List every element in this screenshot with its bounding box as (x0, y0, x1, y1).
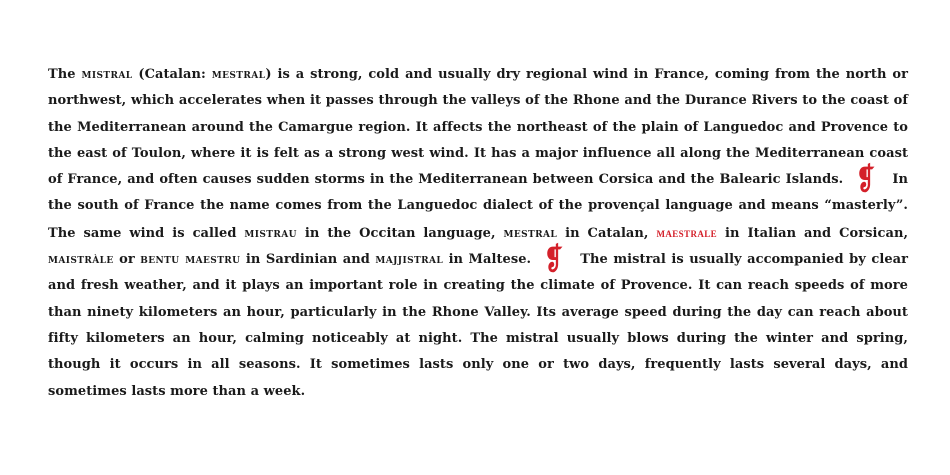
text-run: in Maltese. (443, 252, 532, 268)
smallcaps-term: mistrau (244, 225, 297, 241)
smallcaps-term: bentu maestru (140, 252, 241, 268)
smallcaps-term: maistràle (48, 252, 114, 268)
text-run: The (48, 67, 82, 82)
text-run: ) is a strong, cold and usually dry regional wind in France, coming from the north or northwest, which accelerates when it passes through the valleys of the Rhone and the Durance Rivers to the coast of the Mediterranean around the Camargue region. It affects the northeast of the plain of Languedoc and Provence to the east of Toulon, where it is felt as a strong west wind. It has a major influence all along the Mediterranean coast of France, and often causes sudden storms in the Mediterranean between Corsica and the Balearic Islands. (48, 67, 908, 188)
text-run: in Catalan, (557, 225, 657, 241)
paragraph-1 (48, 67, 908, 197)
text-run: or (113, 252, 141, 268)
text-run: The mistral is usually accompanied by clear and fresh weather, and it plays an important role in creating the climate of Provence. It can reach speeds of more than ninety kilometers an hour, particularly in the Rhone Valley. Its average speed during the day can reach about fifty kilometers an hour, calming noticeably at night. The mistral usually blows during the winter and spring, though it occurs in all seasons. It sometimes lasts only one or two days, frequently lasts several days, and sometimes lasts more than a week. (48, 252, 909, 399)
text-run: in the Occitan language, (296, 225, 504, 241)
pilcrow-mark: ❡ (544, 243, 564, 277)
text-run: (Catalan: (132, 67, 212, 82)
smallcaps-term: mistral (81, 67, 133, 82)
text-run: in Italian and Corsican, (717, 225, 909, 241)
text-run: In the south of France the name comes from the Languedoc dialect of the provençal language and means “masterly”. The same wind is called (48, 172, 908, 241)
smallcaps-term: mestral (211, 67, 266, 82)
text-run: in Sardinian and (240, 252, 376, 268)
text-block (48, 62, 908, 405)
smallcaps-term: maestrale (656, 224, 718, 240)
smallcaps-term: mestral (503, 225, 558, 241)
paragraph-3 (48, 243, 909, 399)
smallcaps-term: majjistral (375, 252, 444, 268)
pilcrow-mark: ❡ (856, 163, 876, 197)
